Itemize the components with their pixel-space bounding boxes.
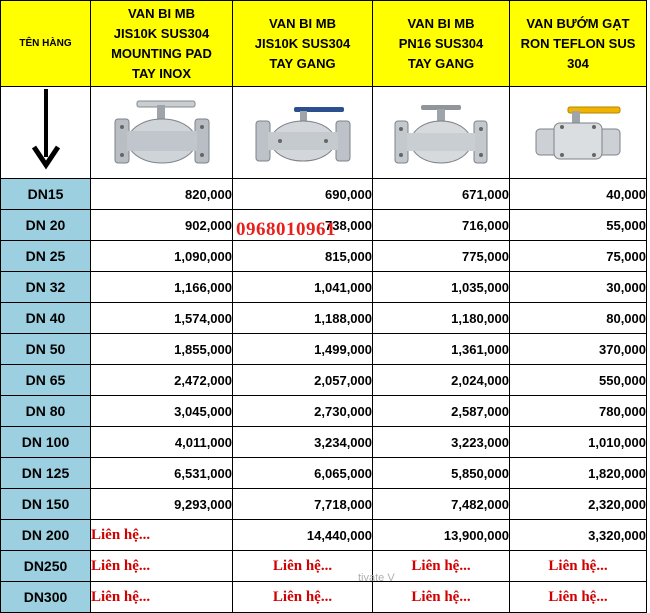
header-col1-line: JIS10K SUS304 (113, 25, 210, 41)
price-cell: 2,472,000 (91, 365, 233, 396)
ball-valve-pn16-icon (391, 99, 491, 167)
header-col4-line: VAN BƯỚM GẠT (526, 15, 630, 31)
table-row (1, 303, 647, 334)
price-cell: 1,361,000 (373, 334, 510, 365)
size-cell: DN 25 (1, 241, 91, 272)
ball-valve-flanged-icon (107, 97, 217, 169)
header-col1-line: TAY INOX (131, 65, 191, 81)
price-cell: 14,440,000 (233, 520, 373, 551)
watermark-text: tivate V (358, 572, 395, 584)
price-cell: 1,090,000 (91, 241, 233, 272)
price-cell: 902,000 (91, 210, 233, 241)
price-cell: 1,180,000 (373, 303, 510, 334)
price-cell: 738,000 (233, 210, 373, 241)
price-cell: 2,730,000 (233, 396, 373, 427)
table-row (1, 551, 647, 582)
price-cell: 1,010,000 (510, 427, 647, 458)
contact-cell: Liên hệ... (233, 551, 373, 582)
price-cell: 1,855,000 (91, 334, 233, 365)
price-cell: 1,041,000 (233, 272, 373, 303)
table-row (1, 458, 647, 489)
header-col3 (373, 1, 510, 87)
price-cell: 3,234,000 (233, 427, 373, 458)
price-cell: 40,000 (510, 179, 647, 210)
header-col1-line: MOUNTING PAD (111, 45, 212, 61)
table-row (1, 241, 647, 272)
header-item-name: TÊN HÀNG (1, 1, 91, 87)
price-cell: 716,000 (373, 210, 510, 241)
three-piece-valve-icon (528, 101, 628, 165)
table-row (1, 334, 647, 365)
size-cell: DN 50 (1, 334, 91, 365)
header-col2 (233, 1, 373, 87)
price-cell: 7,482,000 (373, 489, 510, 520)
price-cell: 80,000 (510, 303, 647, 334)
table-row (1, 520, 647, 551)
price-cell: 9,293,000 (91, 489, 233, 520)
valve-image-1 (91, 87, 233, 179)
header-col2-line: TAY GANG (269, 55, 336, 71)
contact-cell: Liên hệ... (91, 520, 233, 551)
price-cell: 3,320,000 (510, 520, 647, 551)
price-cell: 2,587,000 (373, 396, 510, 427)
image-row (1, 87, 647, 179)
contact-cell: Liên hệ... (373, 551, 510, 582)
price-rows (1, 179, 647, 613)
valve-image-4 (510, 87, 647, 179)
arrow-cell (1, 87, 91, 179)
down-arrow-icon (26, 87, 66, 173)
table-row (1, 272, 647, 303)
price-cell: 3,223,000 (373, 427, 510, 458)
price-cell: 1,166,000 (91, 272, 233, 303)
contact-cell: Liên hệ... (510, 551, 647, 582)
header-col2-line: JIS10K SUS304 (254, 35, 351, 51)
header-col1 (91, 1, 233, 87)
size-cell: DN300 (1, 582, 91, 613)
price-cell: 815,000 (233, 241, 373, 272)
price-cell: 2,320,000 (510, 489, 647, 520)
size-cell: DN 125 (1, 458, 91, 489)
price-cell: 75,000 (510, 241, 647, 272)
price-cell: 780,000 (510, 396, 647, 427)
header-row (1, 1, 647, 87)
price-cell: 13,900,000 (373, 520, 510, 551)
contact-cell: Liên hệ... (373, 582, 510, 613)
price-cell: 7,718,000 (233, 489, 373, 520)
size-cell: DN 150 (1, 489, 91, 520)
ball-valve-cast-handle-icon (250, 101, 356, 165)
header-col2-line: VAN BI MB (269, 15, 336, 31)
price-cell: 1,820,000 (510, 458, 647, 489)
size-cell: DN 80 (1, 396, 91, 427)
size-cell: DN15 (1, 179, 91, 210)
valve-image-2 (233, 87, 373, 179)
header-col4 (510, 1, 647, 87)
price-cell: 1,035,000 (373, 272, 510, 303)
phone-number-overlay: 0968010961 (236, 219, 336, 240)
price-cell: 30,000 (510, 272, 647, 303)
price-cell: 4,011,000 (91, 427, 233, 458)
size-cell: DN 65 (1, 365, 91, 396)
header-col3-line: PN16 SUS304 (398, 35, 484, 51)
price-cell: 3,045,000 (91, 396, 233, 427)
price-cell: 370,000 (510, 334, 647, 365)
price-cell: 820,000 (91, 179, 233, 210)
price-cell: 550,000 (510, 365, 647, 396)
price-cell: 2,024,000 (373, 365, 510, 396)
contact-cell: Liên hệ... (233, 582, 373, 613)
table-row (1, 582, 647, 613)
header-col1-line: VAN BI MB (128, 5, 195, 21)
valve-image-3 (373, 87, 510, 179)
price-cell: 5,850,000 (373, 458, 510, 489)
price-cell: 6,531,000 (91, 458, 233, 489)
price-cell: 690,000 (233, 179, 373, 210)
size-cell: DN250 (1, 551, 91, 582)
header-col4-line: RON TEFLON SUS (520, 35, 636, 51)
size-cell: DN 40 (1, 303, 91, 334)
size-cell: DN 100 (1, 427, 91, 458)
table-row (1, 489, 647, 520)
size-cell: DN 200 (1, 520, 91, 551)
header-col4-line: 304 (567, 55, 589, 71)
size-cell: DN 32 (1, 272, 91, 303)
header-col3-line: TAY GANG (407, 55, 475, 71)
contact-cell: Liên hệ... (510, 582, 647, 613)
price-cell: 775,000 (373, 241, 510, 272)
price-cell: 671,000 (373, 179, 510, 210)
price-cell: 1,499,000 (233, 334, 373, 365)
price-cell: 55,000 (510, 210, 647, 241)
header-col3-line: VAN BI MB (407, 15, 475, 31)
contact-cell: Liên hệ... (91, 582, 233, 613)
table-row (1, 396, 647, 427)
price-cell: 1,574,000 (91, 303, 233, 334)
size-cell: DN 20 (1, 210, 91, 241)
table-row (1, 427, 647, 458)
contact-cell: Liên hệ... (91, 551, 233, 582)
price-cell: 6,065,000 (233, 458, 373, 489)
price-cell: 1,188,000 (233, 303, 373, 334)
table-row (1, 179, 647, 210)
price-cell: 2,057,000 (233, 365, 373, 396)
table-row (1, 365, 647, 396)
